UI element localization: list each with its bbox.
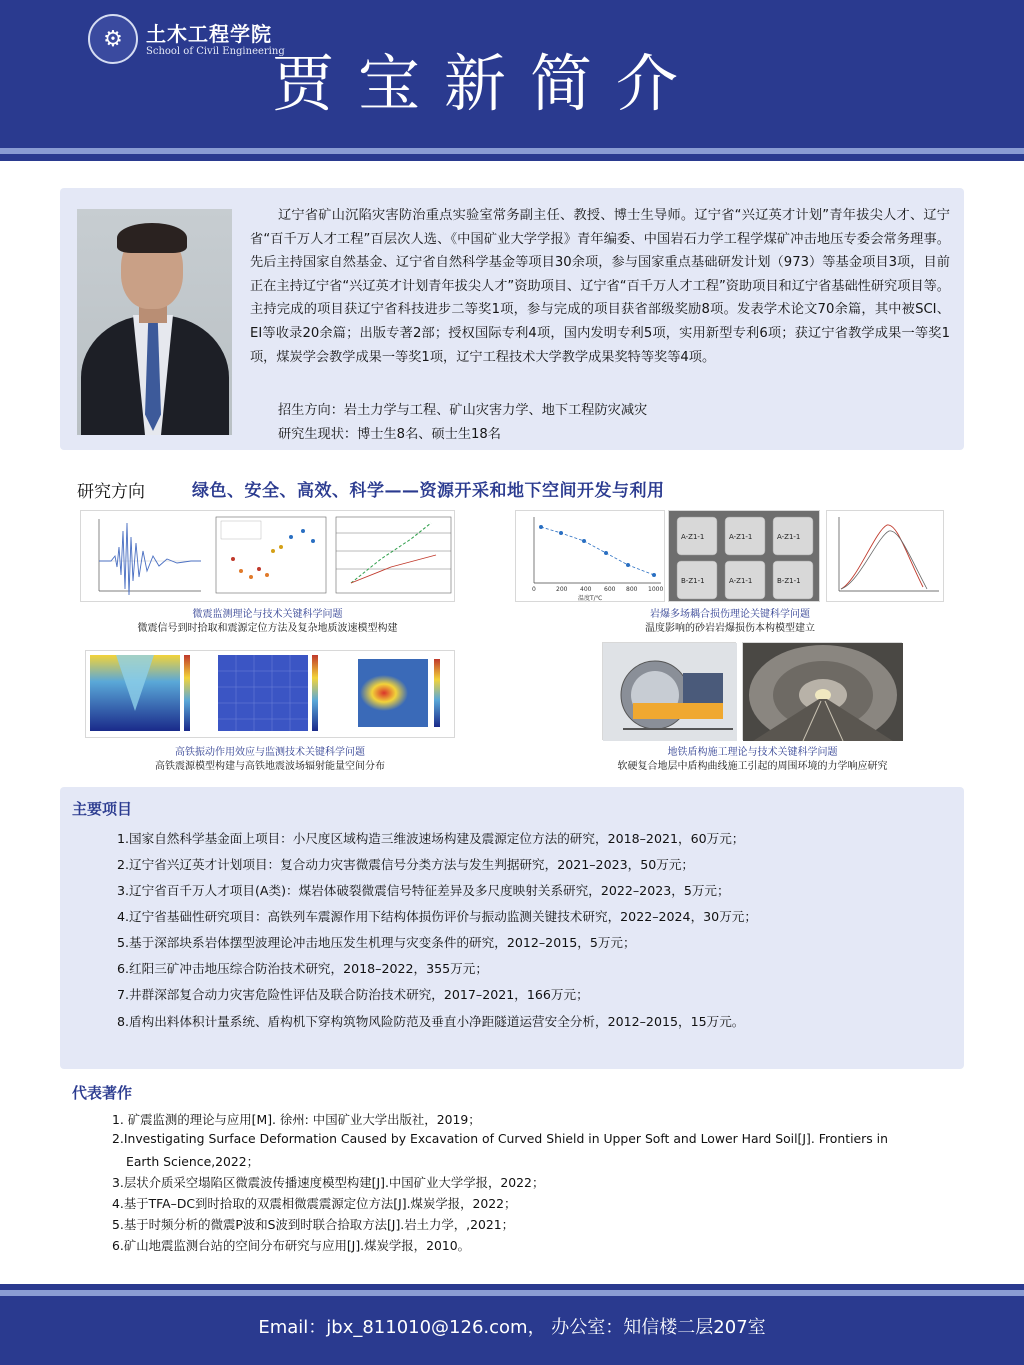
temp-axis-label: 温度T/℃ [578, 595, 603, 602]
school-logo [88, 14, 285, 64]
bio-paragraph: 辽宁省矿山沉陷灾害防治重点实验室常务副主任、教授、博士生导师。辽宁省“兴辽英才计划”青年拔尖人才、辽宁省“百千万人才工程”百层次人选、《中国矿业大学学报》青年编委、中国岩石力学工程学煤矿冲击地压专委会常务理事。先后主持国家自然基金、辽宁省自然科学基金等项目30余项，参与国家重点基础研发计划（973）等基金项目3项，目前正在主持辽宁省“兴辽英才计划青年拔尖人才”资助项目、辽宁省“百千万人才工程”资助项目和辽宁省基础性研究项目等。主持完成的项目获辽宁省科技进步二等奖1项，参与完成的项目获省部级奖励8项。发表学术论文70余篇，其中被SCI、EI等收录20余篇；出版专著2部；授权国际专利4项，国内发明专利5项，实用新型专利6项；获辽宁省教学成果一等奖1项，煤炭学会教学成果一等奖1项，辽宁工程技术大学教学成果奖特等奖等4项。 [250, 208, 950, 365]
portrait-photo [77, 209, 232, 435]
publication-item: 6.矿山地震监测台站的空间分布研究与应用[J].煤炭学报，2010。 [112, 1238, 470, 1253]
figure-caption: 软硬复合地层中盾构曲线施工引起的周围环境的力学响应研究 [617, 761, 888, 772]
research-title: 绿色、安全、高效、科学——资源开采和地下空间开发与利用 [192, 481, 665, 501]
project-item: 6.红阳三矿冲击地压综合防治技术研究，2018–2022，355万元； [117, 961, 488, 976]
publication-item: 3.层状介质采空塌陷区微震波传播速度模型构建[J].中国矿业大学学报，2022； [112, 1175, 545, 1190]
figure-caption: 高铁震源模型构建与高铁地震波场辐射能量空间分布 [155, 761, 385, 772]
logo-cn-text: 土木工程学院 [146, 22, 272, 46]
project-item: 8.盾构出料体积计量系统、盾构机下穿构筑物风险防范及垂直小净距隧道运营安全分析，2012–2015，15万元。 [117, 1014, 745, 1029]
project-item: 4.辽宁省基础性研究项目：高铁列车震源作用下结构体损伤评价与振动监测关键技术研究，2022–2024，30万元； [117, 909, 757, 924]
enroll-direction: 招生方向：岩土力学与工程、矿山灾害力学、地下工程防灾减灾 [278, 403, 648, 418]
project-item: 3.辽宁省百千万人才项目(A类)：煤岩体破裂微震信号特征差异及多尺度映射关系研究，2022–2023，5万元； [117, 883, 730, 898]
logo-en-text: School of Civil Engineering [146, 46, 285, 57]
temp-tick: 1000 [648, 586, 664, 593]
temp-tick: 400 [580, 586, 592, 593]
figure-stress-curve [826, 510, 944, 602]
publication-item: 4.基于TFA–DC到时拾取的双震相微震震源定位方法[J].煤炭学报，2022； [112, 1196, 517, 1211]
project-item: 2.辽宁省兴辽英才计划项目：复合动力灾害微震信号分类方法与发生判据研究，2021–2023，50万元； [117, 857, 695, 872]
specimen-label: A-Z1-1 [729, 533, 753, 541]
figure-caption-title: 岩爆多场耦合损伤理论关键科学问题 [650, 609, 810, 620]
figure-caption: 温度影响的砂岩岩爆损伤本构模型建立 [645, 623, 815, 634]
publications-title: 代表著作 [72, 1084, 133, 1102]
temp-tick: 600 [604, 586, 616, 593]
project-item: 5.基于深部块系岩体摆型波理论冲击地压发生机理与灾变条件的研究，2012–2015，5万元； [117, 935, 636, 950]
figure-microseismic [80, 510, 455, 602]
contact-info: Email：jbx_811010@126.com， 办公室：知信楼二层207室 [258, 1317, 766, 1338]
publication-item: 2.Investigating Surface Deformation Caused by Excavation of Curved Shield in Upper Soft and Lower Hard Soil[J]. Frontiers in [112, 1131, 888, 1146]
school-emblem-icon: ⚙ [88, 14, 138, 64]
publication-item: 5.基于时频分析的微震P波和S波到时联合拾取方法[J].岩土力学，,2021； [112, 1217, 515, 1232]
tunnel-photo [742, 642, 902, 740]
temp-tick: 0 [532, 586, 536, 593]
figure-caption-title: 微震监测理论与技术关键科学问题 [192, 609, 343, 620]
figure-caption: 微震信号到时拾取和震源定位方法及复杂地质波速模型构建 [137, 623, 398, 634]
page-title: 贾宝新简介 [272, 47, 703, 120]
specimen-photo [668, 510, 820, 602]
specimen-label: B-Z1-1 [681, 577, 705, 585]
specimen-label: A-Z1-1 [729, 577, 753, 585]
publication-item: 1. 矿震监测的理论与应用[M]. 徐州: 中国矿业大学出版社，2019； [112, 1112, 481, 1127]
projects-title: 主要项目 [72, 800, 133, 818]
specimen-label: A-Z1-1 [681, 533, 705, 541]
header-stripe [0, 154, 1024, 161]
figure-temperature-chart [515, 510, 665, 602]
project-item: 1.国家自然科学基金面上项目：小尺度区域构造三维波速场构建及震源定位方法的研究，2018–2021，60万元； [117, 831, 745, 846]
specimen-label: A-Z1-1 [777, 533, 801, 541]
student-status: 研究生现状：博士生8名、硕士生18名 [278, 427, 501, 442]
figure-caption-title: 高铁振动作用效应与监测技术关键科学问题 [175, 747, 365, 758]
project-item: 7.井群深部复合动力灾害危险性评估及联合防治技术研究，2017–2021，166万元； [117, 987, 589, 1002]
research-label: 研究方向 [77, 482, 145, 502]
figure-rail-vibration [85, 650, 455, 738]
shield-machine-render [602, 642, 736, 740]
publication-item-continued: Earth Science,2022； [126, 1154, 260, 1169]
figure-caption-title: 地铁盾构施工理论与技术关键科学问题 [667, 747, 838, 758]
temp-tick: 800 [626, 586, 638, 593]
specimen-label: B-Z1-1 [777, 577, 801, 585]
temp-tick: 200 [556, 586, 568, 593]
